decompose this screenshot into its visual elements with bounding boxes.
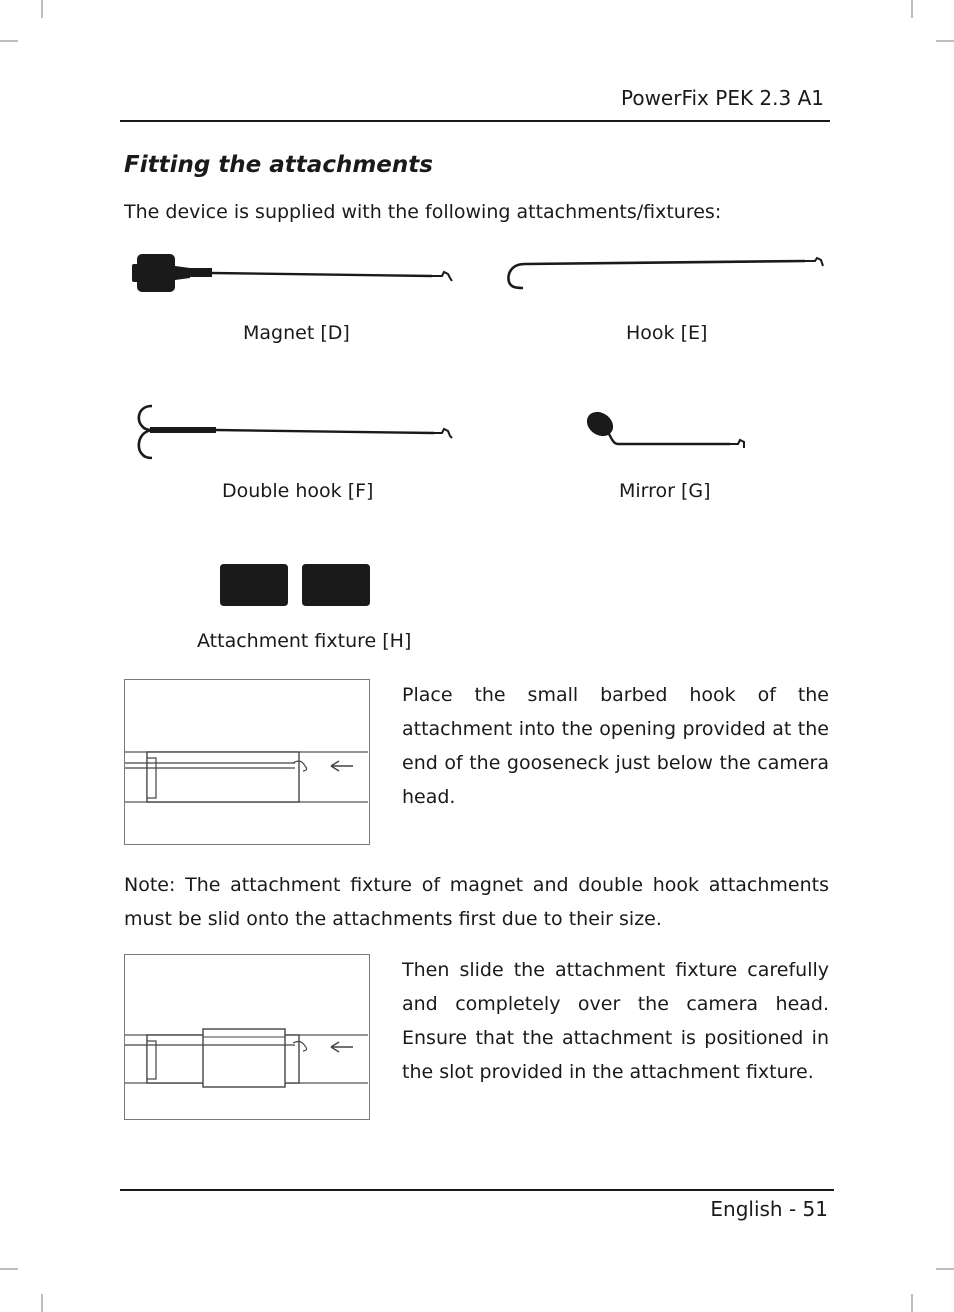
crop-mark [0,40,18,42]
header-title: PowerFix PEK 2.3 A1 [620,86,824,110]
crop-mark [936,1268,954,1270]
step2-figure [124,954,370,1120]
step1-figure [124,679,370,845]
crop-mark [41,1294,43,1312]
crop-mark [911,0,913,18]
header-rule [120,120,830,122]
mirror-caption: Mirror [G] [619,480,711,502]
double-hook-illustration [132,400,458,462]
magnet-caption: Magnet [D] [243,322,350,344]
crop-mark [0,1268,18,1270]
step1-text: Place the small barbed hook of the attachment into the opening provided at the end of the gooseneck just below the camera head. [402,684,829,808]
hook-illustration [503,254,829,294]
attachment-fixture-illustration [218,562,374,608]
double-hook-caption: Double hook [F] [222,480,374,502]
note-text: Note: The attachment fixture of magnet and double hook attachments must be slid onto the attachments first due to their size. [124,874,829,930]
fixture-on-camera-illustration [125,955,368,1118]
hook-caption: Hook [E] [626,322,708,344]
step2-text: Then slide the attachment fixture carefully and completely over the camera head. Ensure that the attachment is positioned in the slot provided in the attachment fixture. [402,959,829,1083]
section-heading: Fitting the attachments [124,152,433,178]
mirror-illustration [582,406,752,456]
camera-head-illustration [125,680,368,843]
footer-rule [120,1189,834,1191]
crop-mark [41,0,43,18]
magnet-illustration [132,250,458,298]
crop-mark [911,1294,913,1312]
attachment-fixture-caption: Attachment fixture [H] [197,630,412,652]
crop-mark [936,40,954,42]
page-number: English - 51 [710,1197,828,1221]
intro-text: The device is supplied with the following attachments/fixtures: [124,201,722,223]
